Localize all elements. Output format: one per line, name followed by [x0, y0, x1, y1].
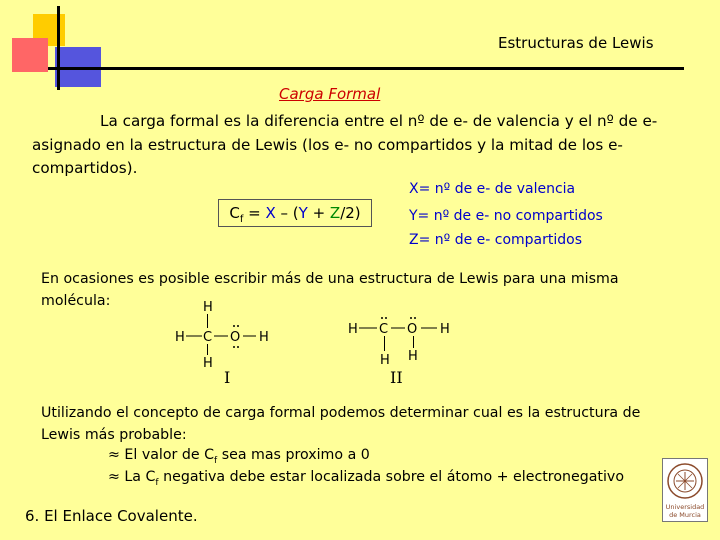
atom-o: O	[230, 330, 241, 345]
bullet-symbol: ≈	[108, 469, 120, 485]
atom-c: C	[379, 322, 389, 337]
logo-square-red	[12, 38, 48, 72]
paragraph-formal-charge-criteria: Utilizando el concepto de carga formal podemos determinar cual es la estructura de Lewis más probable:	[41, 405, 641, 443]
formula-y: Y	[298, 204, 308, 222]
formula-x: X	[265, 204, 276, 222]
definition-x: X= nº de e- de valencia	[409, 181, 576, 197]
lewis-structure-1	[170, 298, 280, 368]
emblem-line-2: de Murcia	[669, 511, 701, 519]
atom-h-bottom: H	[203, 356, 213, 368]
formula-half: /2)	[340, 204, 361, 222]
header-divider	[48, 67, 684, 70]
formula-cf-sub: f	[239, 214, 244, 225]
formula-cf: C	[229, 204, 240, 222]
definition-z: Z= nº de e- compartidos	[409, 232, 583, 248]
footer-chapter: 6. El Enlace Covalente.	[25, 507, 198, 525]
lone-pair-dot	[410, 317, 412, 319]
atom-c: C	[203, 330, 213, 345]
bullet-2-sub: f	[155, 477, 159, 488]
atom-h-top: H	[203, 300, 213, 315]
atom-h-left: H	[348, 322, 358, 337]
formula-minus: – (	[275, 204, 299, 222]
bullet-2	[108, 469, 624, 488]
structure-label-2: II	[390, 368, 403, 387]
bullet-1-pre: El valor de C	[124, 447, 215, 463]
formula-z: Z	[329, 204, 341, 222]
logo-vertical-line	[57, 6, 60, 90]
bullet-1-sub: f	[214, 455, 218, 466]
bullet-1-post: sea mas proximo a 0	[217, 447, 370, 463]
lone-pair-dot	[385, 317, 387, 319]
section-title: Carga Formal	[279, 85, 381, 103]
atom-h-right: H	[259, 330, 269, 345]
bullet-symbol: ≈	[108, 447, 120, 463]
bullet-1	[108, 447, 370, 466]
structure-label-1: I	[224, 368, 231, 387]
header-title: Estructuras de Lewis	[498, 34, 654, 52]
bullet-2-post: negativa debe estar localizada sobre el átomo + electronegativo	[158, 469, 625, 485]
lone-pair-dot	[381, 317, 383, 319]
lewis-structure-2	[344, 315, 459, 370]
formula-plus: +	[307, 204, 330, 222]
paragraph-multiple-structures: En ocasiones es posible escribir más de una estructura de Lewis para una misma molécula:	[41, 271, 619, 309]
formal-charge-formula	[218, 199, 372, 227]
atom-o: O	[407, 322, 418, 337]
formula-eq: =	[243, 204, 266, 222]
lone-pair-dot	[233, 325, 235, 327]
atom-h-left: H	[175, 330, 185, 345]
atom-h-o-bottom: H	[408, 349, 418, 364]
lone-pair-dot	[233, 346, 235, 348]
bullet-2-pre: La C	[124, 469, 156, 485]
lone-pair-dot	[237, 325, 239, 327]
lone-pair-dot	[237, 346, 239, 348]
definition-y: Y= nº de e- no compartidos	[409, 208, 603, 224]
intro-text: La carga formal es la diferencia entre el nº de e- de valencia y el nº de e- asignado en la estructura de Lewis (los e- no compartidos y la mitad de los e- compartidos).	[32, 112, 658, 177]
lone-pair-dot	[414, 317, 416, 319]
emblem-line-1: Universidad	[665, 503, 705, 511]
emblem-seal	[663, 459, 707, 521]
university-emblem	[662, 458, 708, 522]
atom-h-right: H	[440, 322, 450, 337]
atom-h-c-bottom: H	[380, 353, 390, 368]
